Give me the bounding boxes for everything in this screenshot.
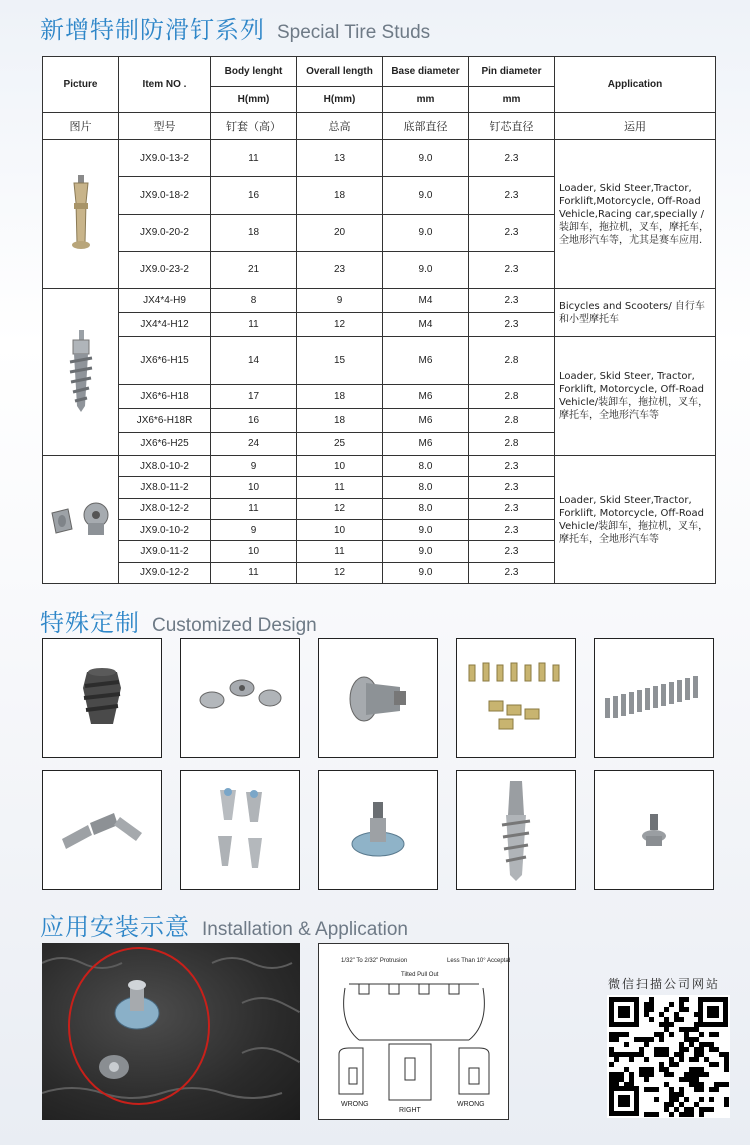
unit-body: H(mm): [211, 87, 297, 113]
custom-stud-image: [594, 770, 714, 890]
install-section-title: [40, 907, 408, 942]
gold-studs-icon: [461, 653, 571, 743]
cell-item: JX8.0-12-2: [119, 498, 211, 519]
cell-body: 16: [211, 177, 297, 214]
cell-base: 9.0: [383, 214, 469, 251]
cell-overall: 18: [297, 408, 383, 432]
cell-item: JX9.0-10-2: [119, 519, 211, 540]
cell-base: 8.0: [383, 498, 469, 519]
install-title-en: Installation & Application: [202, 919, 408, 940]
cell-base: 9.0: [383, 541, 469, 562]
qr-label: 微信扫描公司网站: [608, 977, 721, 991]
cell-item: JX9.0-18-2: [119, 177, 211, 214]
cell-base: 9.0: [383, 140, 469, 177]
unit-base: mm: [383, 87, 469, 113]
cell-overall: 12: [297, 562, 383, 583]
custom-gallery-row-2: [42, 770, 714, 890]
table-row: [43, 289, 716, 313]
header-overall: Overall length: [297, 57, 383, 87]
custom-stud-image: [456, 770, 576, 890]
cell-body: 14: [211, 337, 297, 385]
cell-body: 17: [211, 385, 297, 409]
custom-stud-image: [42, 638, 162, 758]
custom-stud-image: [456, 638, 576, 758]
custom-stud-image: [42, 770, 162, 890]
stud-picture-1: [43, 140, 119, 289]
cell-overall: 9: [297, 289, 383, 313]
header-application: Application: [555, 57, 716, 113]
cell-base: 8.0: [383, 477, 469, 498]
less-than-label: Less Than 10° Acceptable: [447, 958, 510, 964]
cell-item: JX6*6-H18: [119, 385, 211, 409]
cell-overall: 20: [297, 214, 383, 251]
custom-stud-image: [318, 638, 438, 758]
cell-item: JX6*6-H18R: [119, 408, 211, 432]
spec-table: [42, 56, 716, 584]
header-item: Item NO .: [119, 57, 211, 113]
stud-picture-2: [43, 289, 119, 456]
cell-pin: 2.3: [469, 498, 555, 519]
cell-body: 10: [211, 541, 297, 562]
unit-overall: H(mm): [297, 87, 383, 113]
cell-pin: 2.3: [469, 519, 555, 540]
cell-item: JX6*6-H15: [119, 337, 211, 385]
cell-overall: 10: [297, 456, 383, 477]
cell-pin: 2.3: [469, 562, 555, 583]
table-row: [43, 140, 716, 177]
studs-title-cn: 新增特制防滑钉系列: [40, 16, 265, 44]
cell-body: 16: [211, 408, 297, 432]
cell-overall: 12: [297, 498, 383, 519]
cell-body: 11: [211, 498, 297, 519]
stud-photo-icon: [61, 173, 101, 253]
table-row: [43, 337, 716, 385]
cell-body: 11: [211, 313, 297, 337]
cell-body: 18: [211, 214, 297, 251]
cell-pin: 2.3: [469, 177, 555, 214]
table-row: [43, 456, 716, 477]
tire-installation-photo: [42, 943, 300, 1120]
cell-overall: 12: [297, 313, 383, 337]
small-stud-icon: [624, 800, 684, 860]
installation-diagram: [318, 943, 509, 1120]
tire-photo-icon: [42, 943, 300, 1120]
header-body: Body lenght: [211, 57, 297, 87]
large-stud-icon: [338, 663, 418, 733]
cell-base: M6: [383, 432, 469, 456]
cn-header-pin: 钉芯直径: [469, 113, 555, 140]
cell-overall: 15: [297, 337, 383, 385]
cell-pin: 2.8: [469, 432, 555, 456]
cell-item: JX9.0-23-2: [119, 251, 211, 288]
cell-application-2: Bicycles and Scooters/ 自行车和小型摩托车: [555, 289, 716, 337]
cell-base: 9.0: [383, 177, 469, 214]
cell-base: M6: [383, 385, 469, 409]
unit-pin: mm: [469, 87, 555, 113]
custom-gallery-row-1: [42, 638, 714, 758]
studs-section-title: [40, 10, 430, 45]
tilted-label: Tilted Pull Out: [401, 972, 439, 978]
cell-overall: 18: [297, 385, 383, 409]
custom-stud-image: [180, 770, 300, 890]
cell-application-1: Loader, Skid Steer,Tractor, Forklift,Motorcycle, Off-Road Vehicle,Racing car,specially /装卸车，拖拉机，叉车，摩托车，全地形汽车等，尤其是赛车应用.: [555, 140, 716, 289]
cell-body: 9: [211, 456, 297, 477]
cell-pin: 2.3: [469, 289, 555, 313]
cell-pin: 2.3: [469, 313, 555, 337]
wrong-label-2: WRONG: [457, 1101, 485, 1108]
cell-base: 9.0: [383, 562, 469, 583]
cell-pin: 2.3: [469, 214, 555, 251]
screw-studs-icon: [52, 795, 152, 865]
cell-application-3: Loader, Skid Steer, Tractor, Forklift, Motorcycle, Off-Road Vehicle/装卸车，拖拉机，叉车，摩托车，全地形汽车等: [555, 337, 716, 456]
cell-item: JX9.0-20-2: [119, 214, 211, 251]
cell-base: 9.0: [383, 519, 469, 540]
cn-header-application: 运用: [555, 113, 716, 140]
cell-item: JX8.0-11-2: [119, 477, 211, 498]
flanged-studs-icon: [190, 668, 290, 728]
cell-pin: 2.8: [469, 337, 555, 385]
cell-body: 8: [211, 289, 297, 313]
cell-overall: 13: [297, 140, 383, 177]
cell-application-4: Loader, Skid Steer,Tractor, Forklift, Motorcycle, Off-Road Vehicle/装卸车，拖拉机，叉车，摩托车，全地形汽车等: [555, 456, 716, 584]
tire-cross-section-icon: [319, 944, 510, 1121]
washer-stud-icon: [338, 790, 418, 870]
cell-item: JX9.0-13-2: [119, 140, 211, 177]
plastic-screw-studs-icon: [200, 780, 280, 880]
qr-code-pattern: [607, 995, 730, 1118]
cell-item: JX8.0-10-2: [119, 456, 211, 477]
cell-base: M6: [383, 408, 469, 432]
rubber-stud-icon: [67, 658, 137, 738]
cell-base: 8.0: [383, 456, 469, 477]
stud-picture-3: [43, 456, 119, 584]
cell-body: 10: [211, 477, 297, 498]
protrusion-label: 1/32" To 2/32" Protrusion: [341, 958, 408, 964]
custom-title-cn: 特殊定制: [40, 609, 140, 637]
cell-pin: 2.3: [469, 456, 555, 477]
cell-overall: 11: [297, 541, 383, 562]
cell-overall: 23: [297, 251, 383, 288]
cell-pin: 2.3: [469, 477, 555, 498]
cell-overall: 18: [297, 177, 383, 214]
cn-header-body: 钉套（高）: [211, 113, 297, 140]
header-base: Base diameter: [383, 57, 469, 87]
cn-header-base: 底部直径: [383, 113, 469, 140]
custom-stud-image: [180, 638, 300, 758]
cell-overall: 25: [297, 432, 383, 456]
stud-strip-icon: [599, 668, 709, 728]
cell-pin: 2.3: [469, 140, 555, 177]
cell-base: 9.0: [383, 251, 469, 288]
cell-base: M4: [383, 313, 469, 337]
cn-header-picture: 图片: [43, 113, 119, 140]
custom-section-title: [40, 603, 317, 638]
studs-title-en: Special Tire Studs: [277, 22, 431, 43]
cell-body: 11: [211, 562, 297, 583]
install-title-cn: 应用安装示意: [40, 913, 190, 941]
cn-header-overall: 总高: [297, 113, 383, 140]
screw-stud-photo-icon: [61, 326, 101, 416]
cn-header-item: 型号: [119, 113, 211, 140]
cell-item: JX4*4-H12: [119, 313, 211, 337]
cell-body: 24: [211, 432, 297, 456]
qr-code-icon[interactable]: [607, 995, 730, 1118]
wrong-label-1: WRONG: [341, 1101, 369, 1108]
cell-body: 11: [211, 140, 297, 177]
cell-pin: 2.8: [469, 408, 555, 432]
cell-base: M4: [383, 289, 469, 313]
custom-stud-image: [594, 638, 714, 758]
cell-body: 9: [211, 519, 297, 540]
cell-overall: 11: [297, 477, 383, 498]
cell-overall: 10: [297, 519, 383, 540]
flanged-stud-photo-icon: [46, 493, 116, 543]
cell-item: JX9.0-12-2: [119, 562, 211, 583]
cell-pin: 2.3: [469, 251, 555, 288]
cell-pin: 2.8: [469, 385, 555, 409]
cell-body: 21: [211, 251, 297, 288]
cell-pin: 2.3: [469, 541, 555, 562]
header-picture: Picture: [43, 57, 119, 113]
cell-base: M6: [383, 337, 469, 385]
custom-stud-image: [318, 770, 438, 890]
long-screw-stud-icon: [486, 775, 546, 885]
cell-item: JX6*6-H25: [119, 432, 211, 456]
cell-item: JX9.0-11-2: [119, 541, 211, 562]
custom-title-en: Customized Design: [152, 615, 317, 636]
header-pin: Pin diameter: [469, 57, 555, 87]
cell-item: JX4*4-H9: [119, 289, 211, 313]
right-label: RIGHT: [399, 1107, 421, 1114]
